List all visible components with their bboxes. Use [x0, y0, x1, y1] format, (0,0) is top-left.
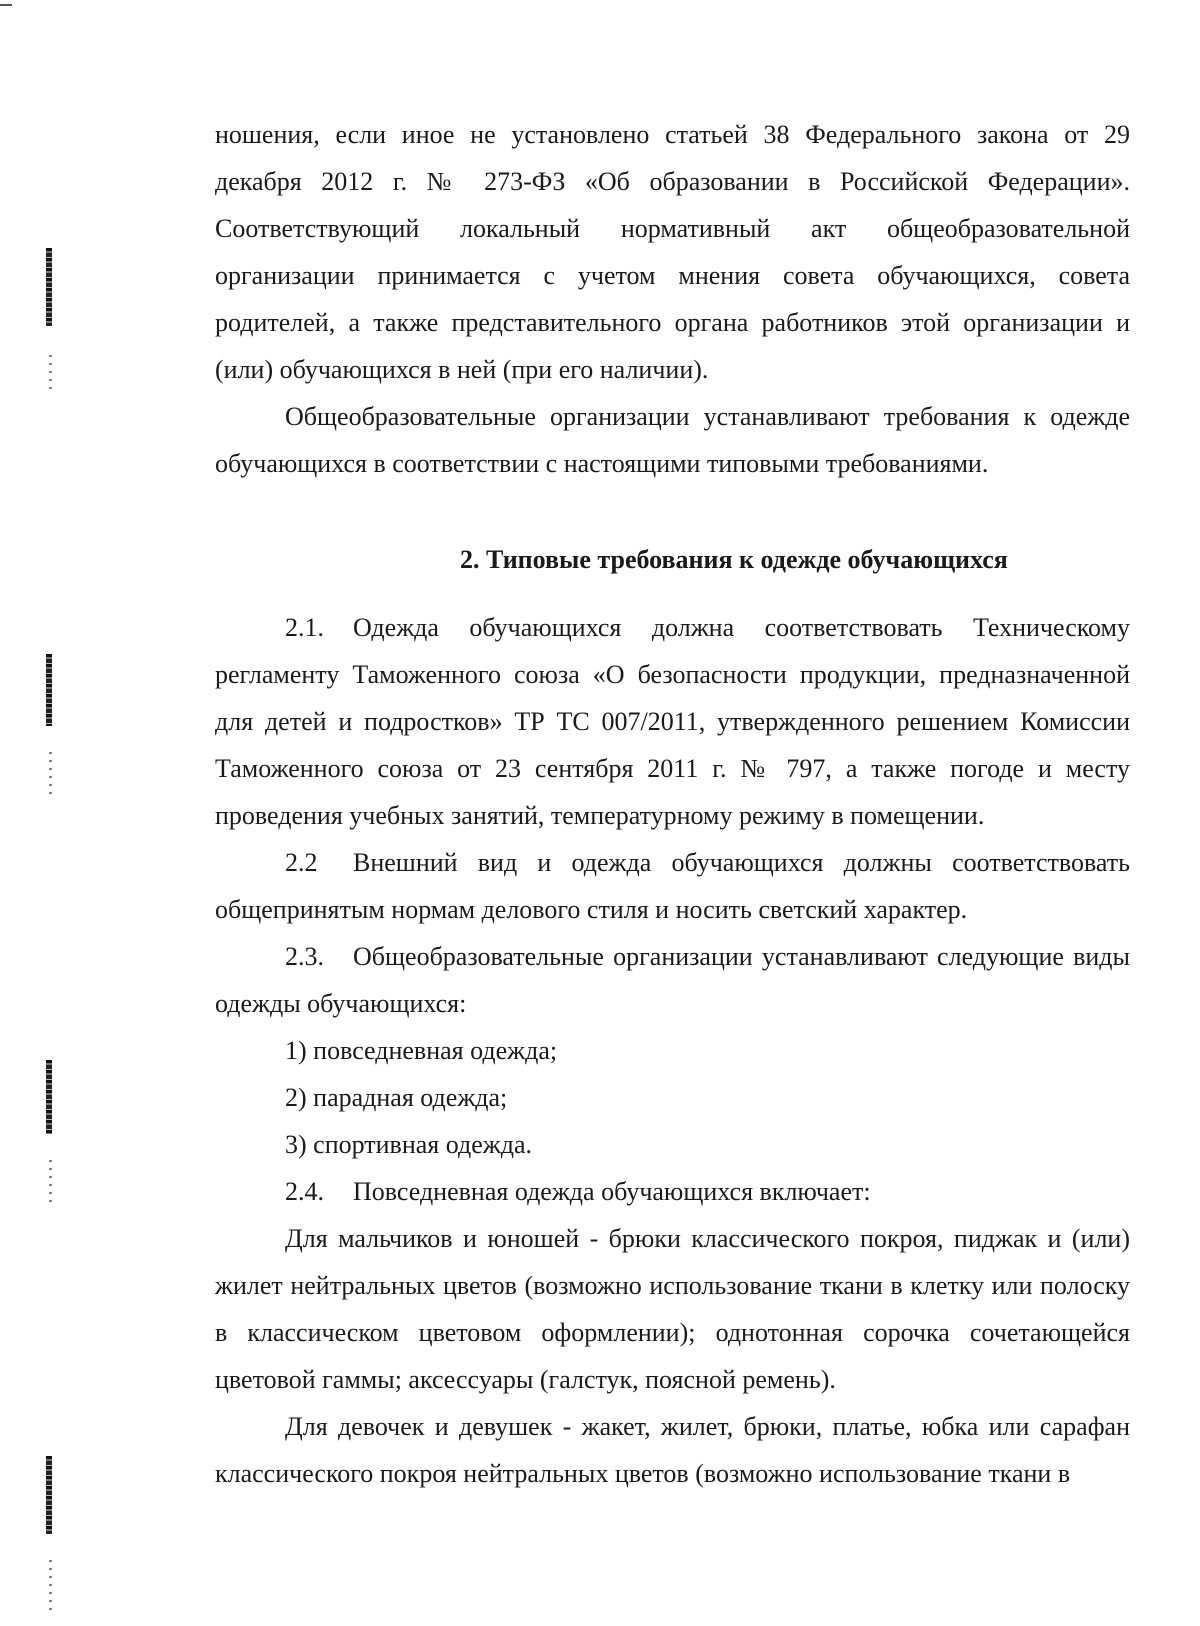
scan-binding-dots	[49, 1560, 52, 1610]
paragraph-requirements	[215, 393, 1130, 487]
scan-binding-dots	[49, 752, 52, 800]
section-heading: 2. Типовые требования к одежде обучающихся	[460, 545, 1008, 574]
paragraph-2: Общеобразовательные организации устанавливают требования к одежде обучающихся в соответствии с настоящими типовыми требованиями.	[215, 402, 1130, 478]
item-2-3	[215, 933, 1130, 1027]
item-2-1	[215, 604, 1130, 839]
item-number: 2.2	[285, 848, 318, 877]
item-text: Внешний вид и одежда обучающихся должны соответствовать общепринятым нормам делового стиля и носить светский характер.	[215, 848, 1130, 924]
item-text: Одежда обучающихся должна соответствовать Техническому регламенту Таможенного союза «О безопасности продукции, предназначенной для детей и подростков» ТР ТС 007/2011, утвержденного решением Комиссии Таможенного союза от 23 сентября 2011 г. № 797, а также погоде и месту проведения учебных занятий, температурному режиму в помещении.	[215, 613, 1130, 830]
scan-binding-mark	[46, 1060, 52, 1134]
section-2-body	[215, 604, 1130, 1497]
scan-binding-mark	[46, 1456, 52, 1534]
scan-binding-dots	[49, 355, 52, 395]
item-2-4	[215, 1168, 1130, 1215]
item-number: 2.4.	[285, 1177, 324, 1206]
item-number: 2.3.	[285, 942, 324, 971]
item-number: 2.1.	[285, 613, 324, 642]
item-text: Общеобразовательные организации устанавливают следующие виды одежды обучающихся:	[215, 942, 1130, 1018]
scan-corner-mark	[0, 4, 12, 6]
scan-binding-mark	[46, 654, 52, 726]
paragraph-continuation	[215, 111, 1130, 393]
list-item: 3) спортивная одежда.	[285, 1130, 532, 1159]
item-2-2	[215, 839, 1130, 933]
scan-binding-mark	[46, 248, 52, 326]
list-item: 2) парадная одежда;	[285, 1083, 508, 1112]
scan-binding-dots	[49, 1160, 52, 1208]
girls-clothing-paragraph: Для девочек и девушек - жакет, жилет, брюки, платье, юбка или сарафан классического покроя нейтральных цветов (возможно использование ткани в	[215, 1412, 1130, 1488]
item-text: Повседневная одежда обучающихся включает:	[353, 1177, 871, 1206]
list-item: 1) повседневная одежда;	[285, 1036, 558, 1065]
boys-clothing-paragraph: Для мальчиков и юношей - брюки классического покроя, пиджак и (или) жилет нейтральных цветов (возможно использование ткани в клетку или полоску в классическом цветовом оформлении); однотонная сорочка сочетающейся цветовой гаммы; аксессуары (галстук, поясной ремень).	[215, 1224, 1130, 1394]
paragraph-1: ношения, если иное не установлено статьей 38 Федерального закона от 29 декабря 2012 г. № 273-ФЗ «Об образовании в Российской Федерации». Соответствующий локальный нормативный акт общеобразовательной организации принимается с учетом мнения совета обучающихся, совета родителей, а также представительного органа работников этой организации и (или) обучающихся в ней (при его наличии).	[215, 120, 1130, 384]
